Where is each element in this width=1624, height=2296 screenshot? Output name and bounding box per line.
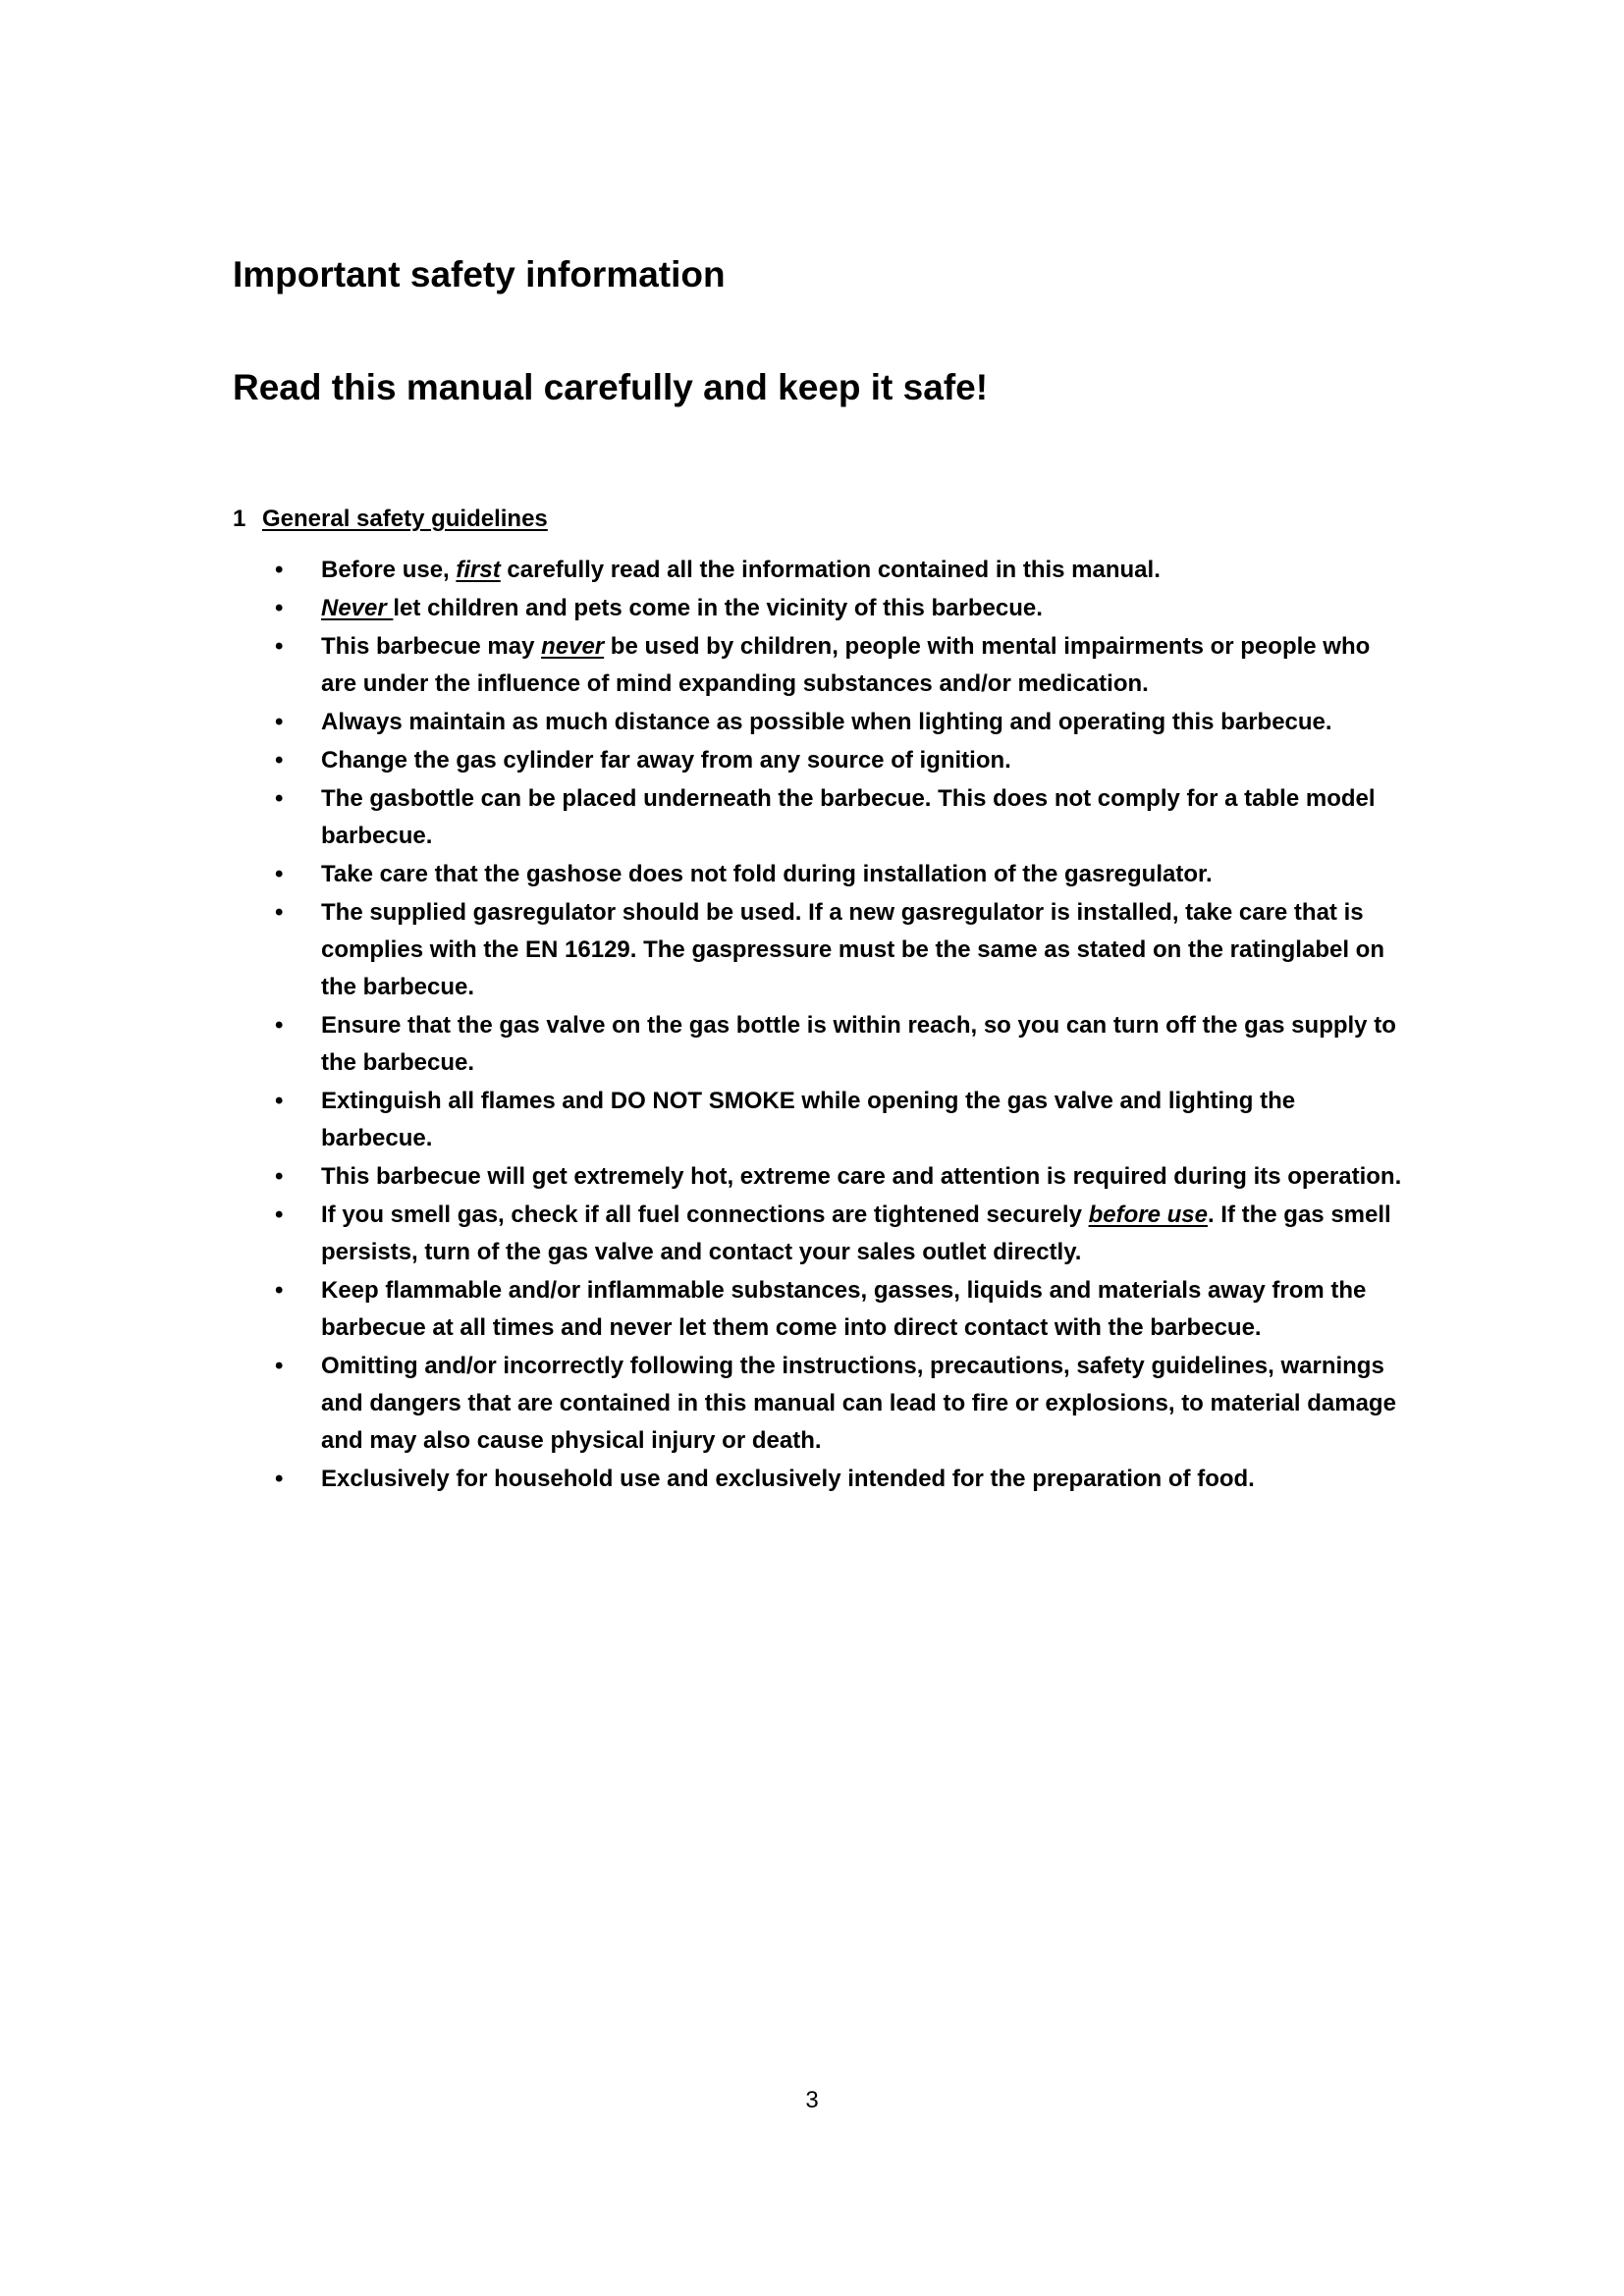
list-item (0, 1007, 1411, 1082)
bullet-icon: • (275, 1088, 284, 1114)
list-item (0, 780, 1411, 855)
bullet-icon: • (275, 595, 284, 621)
safety-guidelines-list (0, 552, 1624, 1499)
list-item-text: Omitting and/or incorrectly following the instructions, precautions, safety guidelines, warnings and dangers that are contained in this manual can lead to fire or explosions, to material damage and may also cause physical injury or death. (321, 1353, 1396, 1454)
bullet-icon: • (275, 1277, 284, 1304)
list-item (0, 1461, 1411, 1498)
page-number: 3 (805, 2087, 819, 2113)
list-item: • Before use, first carefully read all the information contained in this manual. (0, 552, 1411, 589)
section-heading (233, 504, 562, 534)
list-item-text: Exclusively for household use and exclusively intended for the preparation of food. (321, 1466, 1255, 1492)
emphasis-text: Never (321, 595, 394, 621)
list-item-text: Change the gas cylinder far away from any source of ignition. (321, 747, 1011, 774)
bullet-icon: • (275, 1466, 284, 1492)
list-item-text: Extinguish all flames and DO NOT SMOKE while opening the gas valve and lighting the barbecue. (321, 1088, 1296, 1151)
bullet-icon: • (275, 861, 284, 887)
bullet-icon: • (275, 1201, 284, 1228)
list-item (0, 1348, 1411, 1460)
bullet-icon: • (275, 1012, 284, 1039)
emphasis-text: before use (1088, 1201, 1208, 1228)
bullet-icon: • (275, 557, 284, 583)
section-number: 1 (233, 506, 246, 532)
list-item-text: Ensure that the gas valve on the gas bottle is within reach, so you can turn off the gas supply to the barbecue. (321, 1012, 1396, 1076)
emphasis-text: never (541, 633, 605, 660)
bullet-icon: • (275, 899, 284, 926)
page-title: Important safety information (233, 254, 726, 294)
list-item (0, 742, 1411, 779)
list-item (0, 704, 1411, 741)
list-item: • If you smell gas, check if all fuel connections are tightened securely before use. If the gas smell persists, turn of the gas valve and contact your sales outlet directly. (0, 1197, 1411, 1271)
list-item-text: This barbecue will get extremely hot, extreme care and attention is required during its operation. (321, 1163, 1402, 1190)
list-item (0, 894, 1411, 1006)
page-subtitle: Read this manual carefully and keep it safe! (233, 367, 989, 407)
list-item-text: The gasbottle can be placed underneath the barbecue. This does not comply for a table model barbecue. (321, 785, 1376, 849)
list-item-text: Always maintain as much distance as possible when lighting and operating this barbecue. (321, 709, 1332, 735)
section-label: General safety guidelines (262, 506, 548, 532)
list-item: • This barbecue may never be used by children, people with mental impairments or people who are under the influence of mind expanding substances and/or medication. (0, 628, 1411, 703)
list-item (0, 1083, 1411, 1157)
list-item (0, 856, 1411, 893)
bullet-icon: • (275, 1353, 284, 1379)
list-item-text: Keep flammable and/or inflammable substances, gasses, liquids and materials away from the barbecue at all times and never let them come into direct contact with the barbecue. (321, 1277, 1367, 1341)
bullet-icon: • (275, 1163, 284, 1190)
list-item (0, 1158, 1411, 1196)
bullet-icon: • (275, 709, 284, 735)
emphasis-text: first (456, 557, 501, 583)
bullet-icon: • (275, 747, 284, 774)
list-item-text: Take care that the gashose does not fold during installation of the gasregulator. (321, 861, 1213, 887)
list-item: • Never let children and pets come in the vicinity of this barbecue. (0, 590, 1411, 627)
bullet-icon: • (275, 785, 284, 812)
list-item (0, 1272, 1411, 1347)
bullet-icon: • (275, 633, 284, 660)
list-item-text: The supplied gasregulator should be used. If a new gasregulator is installed, take care that is complies with the EN 16129. The gaspressure must be the same as stated on the ratinglabel on the barbecue. (321, 899, 1384, 1000)
